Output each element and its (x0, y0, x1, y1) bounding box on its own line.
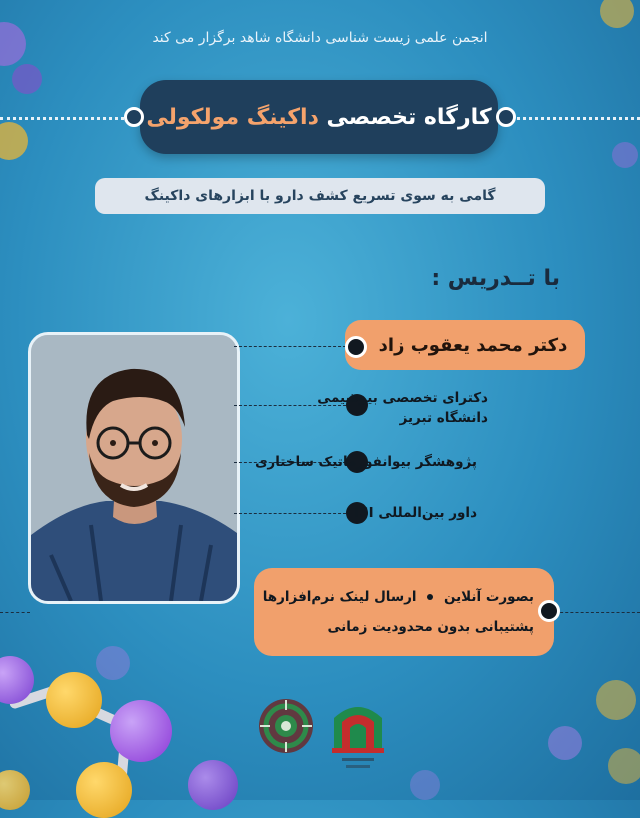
detail-reviewer: داور بین‌المللی ISI (353, 505, 477, 521)
molecule-atom (0, 770, 30, 810)
title-prefix: کارگاه تخصصی (326, 104, 492, 130)
features-box (254, 568, 554, 656)
features-bullet (538, 600, 560, 622)
rosette-icon (256, 696, 316, 756)
dotted-line-left (0, 117, 130, 120)
university-logo (328, 698, 388, 778)
organizer-text: انجمن علمی زیست شناسی دانشگاه شاهد برگزار می کند (152, 30, 488, 46)
feature-support: پشتیبانی بدون محدودیت زمانی (327, 619, 534, 635)
molecule-atom (110, 700, 172, 762)
molecule-atom (548, 726, 582, 760)
title-ring-right (496, 107, 516, 127)
association-logo (256, 696, 316, 756)
molecule-atom (596, 680, 636, 720)
molecule-atom (76, 762, 132, 818)
feature-links: ارسال لینک نرم‌افزارها (262, 589, 417, 605)
connector-line (234, 346, 346, 347)
mosque-icon (328, 698, 388, 778)
molecule-atom (608, 748, 640, 784)
detail-degree-line2: دانشگاه تبریز (399, 410, 488, 426)
instructor-name: دکتر محمد یعقوب زاد (345, 320, 585, 370)
instructor-photo (28, 332, 240, 604)
workshop-title (140, 80, 498, 154)
connector-line (555, 612, 640, 613)
molecule-atom (12, 64, 42, 94)
portrait-image (31, 335, 237, 601)
separator-dot (427, 594, 433, 600)
title-ring-left (124, 107, 144, 127)
molecule-atom (96, 646, 130, 680)
name-bullet (345, 336, 367, 358)
feature-online: بصورت آنلاین (443, 589, 534, 605)
molecule-atom (600, 0, 634, 28)
detail-degree-line1: دکترای تخصصی بیوشیمی (317, 390, 488, 406)
instructor-label: با تــدریس : (431, 266, 560, 291)
connector-line (0, 612, 30, 613)
detail-research: پژوهشگر بیوانفورماتیک ساختاری (255, 454, 477, 470)
molecule-atom (188, 760, 238, 810)
molecule-atom (410, 770, 440, 800)
subtitle: گامی به سوی تسریع کشف دارو با ابزارهای داکینگ (95, 178, 545, 214)
molecule-atom (612, 142, 638, 168)
molecule-atom (0, 122, 28, 160)
title-highlight: داکینگ مولکولی (146, 104, 319, 130)
molecule-atom (46, 672, 102, 728)
detail-degree (248, 388, 488, 428)
dotted-line-right (510, 117, 640, 120)
